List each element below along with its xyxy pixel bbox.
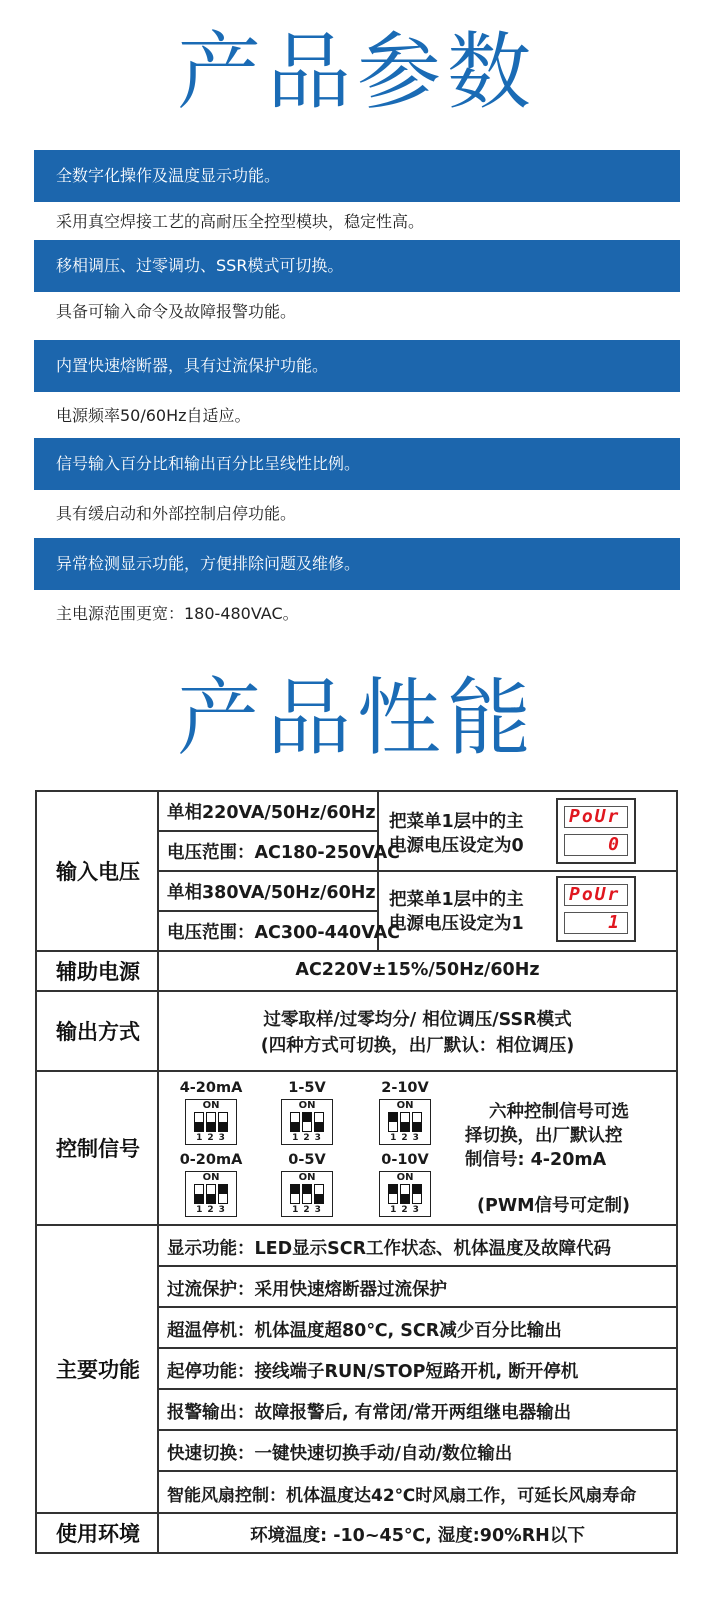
dip-on-label: ON (202, 1172, 220, 1183)
output-mode-label: 输出方式 (56, 1020, 140, 1044)
control-signal-note-4: (PWM信号可定制) (477, 1196, 631, 1216)
dip-on-label: ON (202, 1100, 220, 1111)
function-item: 报警输出：故障报警后, 有常闭/常开两组继电器输出 (167, 1403, 572, 1423)
output-mode-line1: 过零取样/过零均分/ 相位调压/SSR模式 (263, 1010, 572, 1030)
dip-switch (379, 1080, 431, 1145)
dip-switch-name: 4-20mA (179, 1080, 243, 1096)
dip-switch-body (281, 1171, 333, 1217)
aux-power-label: 辅助电源 (56, 960, 140, 984)
dip-switch-body (379, 1171, 431, 1217)
performance-title: 产品性能 (176, 669, 537, 767)
environment-label: 使用环境 (56, 1522, 140, 1546)
dip-switch-body (281, 1099, 333, 1145)
aux-power-value: AC220V±15%/50Hz/60Hz (295, 960, 540, 980)
dip-lever (206, 1112, 216, 1132)
input-option1-note-1: 把菜单1层中的主 (389, 812, 524, 832)
dip-lever (388, 1112, 398, 1132)
control-signal-label: 控制信号 (56, 1137, 140, 1161)
param-item: 内置快速熔断器，具有过流保护功能。 (34, 340, 680, 392)
dip-lever (194, 1184, 204, 1204)
param-item: 全数字化操作及温度显示功能。 (34, 150, 680, 202)
led-display-bottom: 1 (564, 912, 628, 934)
dip-lever (218, 1184, 228, 1204)
params-title: 产品参数 (176, 23, 537, 121)
param-item: 具备可输入命令及故障报警功能。 (56, 302, 297, 321)
dip-switch (379, 1152, 431, 1217)
dip-lever (400, 1112, 410, 1132)
dip-on-label: ON (298, 1100, 316, 1111)
dip-switch (281, 1080, 333, 1145)
input-option1-range: 电压范围：AC180-250VAC (167, 843, 400, 863)
led-display-0 (556, 798, 636, 864)
environment-value: 环境温度: -10~45℃, 湿度:90%RH以下 (250, 1526, 585, 1546)
input-option2-range: 电压范围：AC300-440VAC (167, 923, 400, 943)
param-item: 异常检测显示功能，方便排除问题及维修。 (34, 538, 680, 590)
dip-switch-name: 1-5V (288, 1080, 326, 1096)
dip-switch-name: 0-5V (288, 1152, 326, 1168)
dip-on-label: ON (396, 1172, 414, 1183)
dip-lever (218, 1112, 228, 1132)
function-item: 智能风扇控制：机体温度达42℃时风扇工作，可延长风扇寿命 (167, 1486, 637, 1506)
dip-switch-body (185, 1099, 237, 1145)
dip-lever (314, 1112, 324, 1132)
function-item: 超温停机：机体温度超80℃, SCR减少百分比输出 (167, 1321, 562, 1341)
performance-table (35, 790, 678, 1554)
dip-on-label: ON (396, 1100, 414, 1111)
control-signal-note-1: 六种控制信号可选 (489, 1102, 629, 1122)
param-item: 移相调压、过零调功、SSR模式可切换。 (34, 240, 680, 292)
dip-lever (290, 1112, 300, 1132)
param-item: 采用真空焊接工艺的高耐压全控型模块，稳定性高。 (56, 212, 425, 231)
dip-lever (412, 1112, 422, 1132)
dip-lever (302, 1112, 312, 1132)
param-item: 电源频率50/60Hz自适应。 (56, 406, 251, 425)
dip-numbers: 123 (292, 1205, 326, 1215)
dip-lever (314, 1184, 324, 1204)
param-item: 主电源范围更宽：180-480VAC。 (56, 604, 299, 623)
dip-numbers: 123 (292, 1133, 326, 1143)
dip-lever (194, 1112, 204, 1132)
dip-switch (179, 1152, 243, 1217)
dip-switch-name: 2-10V (381, 1080, 429, 1096)
dip-lever (302, 1184, 312, 1204)
param-item: 具有缓启动和外部控制启停功能。 (56, 504, 297, 523)
input-option2-note-1: 把菜单1层中的主 (389, 890, 524, 910)
dip-switch-name: 0-10V (381, 1152, 429, 1168)
function-item: 显示功能：LED显示SCR工作状态、机体温度及故障代码 (167, 1239, 612, 1259)
dip-numbers: 123 (196, 1133, 230, 1143)
main-functions-label: 主要功能 (56, 1358, 140, 1382)
function-item: 过流保护：采用快速熔断器过流保护 (167, 1280, 447, 1300)
dip-switch-body (185, 1171, 237, 1217)
dip-numbers: 123 (390, 1133, 424, 1143)
control-signal-note-2: 择切换，出厂默认控 (465, 1126, 623, 1146)
led-display-bottom: 0 (564, 834, 628, 856)
dip-lever (400, 1184, 410, 1204)
dip-switch (179, 1080, 243, 1145)
control-signal-note-3: 制信号: 4-20mA (465, 1150, 607, 1170)
input-voltage-label: 输入电压 (56, 860, 140, 884)
dip-switch-body (379, 1099, 431, 1145)
led-display-1 (556, 876, 636, 942)
led-display-top: PoUr (564, 806, 628, 828)
dip-lever (290, 1184, 300, 1204)
function-item: 起停功能：接线端子RUN/STOP短路开机, 断开停机 (167, 1362, 579, 1382)
function-item: 快速切换：一键快速切换手动/自动/数位输出 (167, 1444, 513, 1464)
dip-numbers: 123 (196, 1205, 230, 1215)
dip-numbers: 123 (390, 1205, 424, 1215)
dip-switch (281, 1152, 333, 1217)
input-option2-note-2: 电源电压设定为1 (389, 914, 524, 934)
input-option2-spec: 单相380VA/50Hz/60Hz (167, 883, 376, 903)
dip-lever (412, 1184, 422, 1204)
led-display-top: PoUr (564, 884, 628, 906)
dip-lever (206, 1184, 216, 1204)
dip-lever (388, 1184, 398, 1204)
dip-switch-name: 0-20mA (179, 1152, 243, 1168)
param-item: 信号输入百分比和输出百分比呈线性比例。 (34, 438, 680, 490)
output-mode-line2: (四种方式可切换，出厂默认：相位调压) (260, 1036, 575, 1056)
dip-on-label: ON (298, 1172, 316, 1183)
input-option1-note-2: 电源电压设定为0 (389, 836, 524, 856)
input-option1-spec: 单相220VA/50Hz/60Hz (167, 803, 376, 823)
